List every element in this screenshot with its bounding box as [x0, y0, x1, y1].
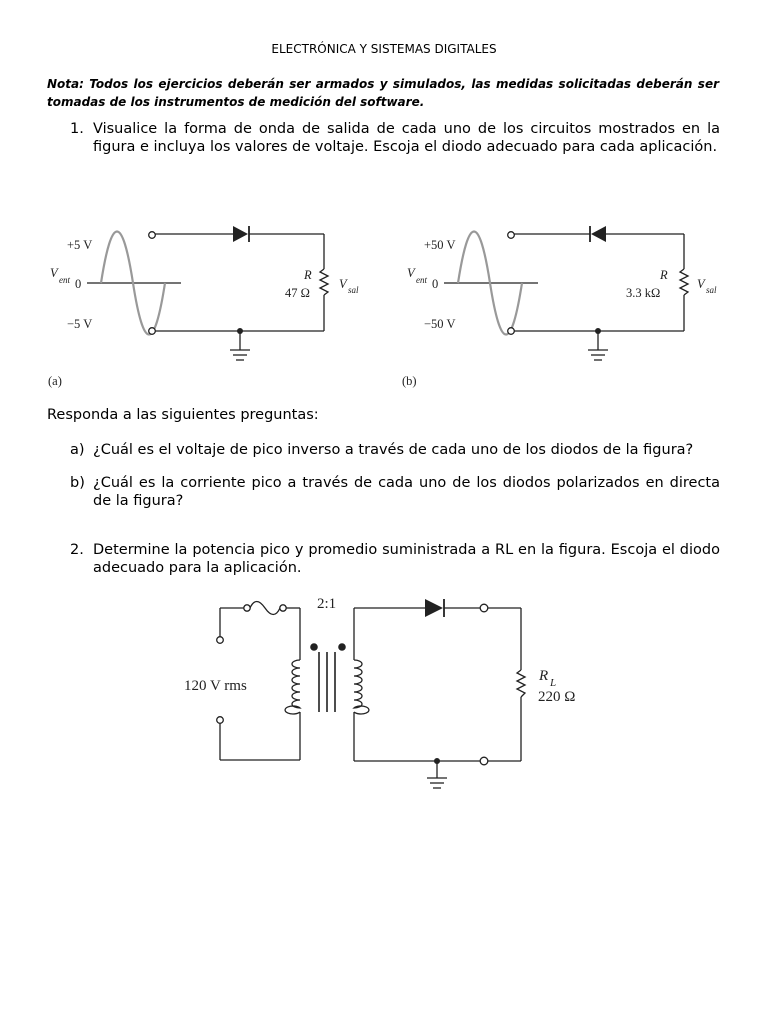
note-paragraph: Nota: Todos los ejercicios deberán ser armados y simulados, las medidas solicitadas deberán ser tomadas de los instrumentos de medición del software.: [47, 77, 719, 109]
circuit-b-vin-subscript: ent: [416, 275, 427, 285]
circuit-c-rl-subscript: L: [550, 677, 557, 689]
sub-b-text: ¿Cuál es la corriente pico a través de cada uno de los diodos polarizados en directa de la figura?: [93, 475, 720, 509]
circuit-a-vin-label: V: [50, 266, 58, 280]
circuit-a-vout-subscript: sal: [348, 285, 359, 295]
circuit-c-ground-icon: [427, 761, 447, 788]
page-header: ELECTRÓNICA Y SISTEMAS DIGITALES: [271, 42, 497, 56]
circuit-c-output-top-terminal: [480, 604, 488, 612]
circuit-a-caption: (a): [48, 374, 62, 388]
circuit-b-vin-label: V: [407, 266, 415, 280]
circuit-b-r-label: R: [660, 268, 668, 282]
circuit-c-source-label: 120 V rms: [184, 678, 247, 694]
circuit-b-caption: (b): [402, 374, 417, 388]
questions-intro: Responda a las siguientes preguntas:: [47, 407, 319, 423]
circuit-a-vpos-label: +5 V: [67, 238, 93, 252]
question-1-number: 1.: [70, 121, 84, 137]
circuit-a-zero-label: 0: [75, 277, 82, 291]
circuit-b-vpos-label: +50 V: [424, 238, 456, 252]
circuit-a-r-label: R: [304, 268, 312, 282]
circuit-c-source-bottom-terminal: [217, 717, 224, 724]
circuit-c-rl-value: 220 Ω: [538, 689, 576, 705]
circuit-b-vneg-label: −50 V: [424, 317, 456, 331]
sub-a-text: ¿Cuál es el voltaje de pico inverso a través de cada uno de los diodos de la figura?: [93, 442, 694, 458]
circuit-c-source-top-terminal: [217, 637, 224, 644]
circuit-b-vout-subscript: sal: [706, 285, 717, 295]
question-2-text: Determine la potencia pico y promedio suministrada a RL en la figura. Escoja el diodo adecuado para la aplicación.: [93, 542, 720, 576]
circuit-a-vout-label: V: [339, 277, 347, 291]
sub-a-label: a): [70, 442, 85, 458]
circuit-c-diode-icon: [425, 599, 444, 617]
circuit-a-r-value: 47 Ω: [285, 286, 310, 300]
question-1-text: Visualice la forma de onda de salida de cada uno de los circuitos mostrados en la figura e incluya los valores de voltaje. Escoja el diodo adecuado para cada aplicación.: [93, 121, 720, 155]
circuit-b-vout-label: V: [697, 277, 705, 291]
circuit-c-fuse-icon: [244, 602, 286, 615]
circuit-c-ratio-label: 2:1: [317, 596, 337, 612]
question-2-number: 2.: [70, 542, 84, 558]
circuit-c-rl-label: R: [539, 668, 549, 684]
sub-b-label: b): [70, 475, 85, 491]
circuit-c-load-resistor-icon: [517, 670, 525, 697]
circuit-a-vneg-label: −5 V: [67, 317, 93, 331]
circuit-a-vin-subscript: ent: [59, 275, 70, 285]
circuit-c-transformer-icon: [285, 643, 369, 714]
circuit-b-r-value: 3.3 kΩ: [626, 286, 661, 300]
circuit-b-zero-label: 0: [432, 277, 439, 291]
circuit-c-output-bottom-terminal: [480, 757, 488, 765]
